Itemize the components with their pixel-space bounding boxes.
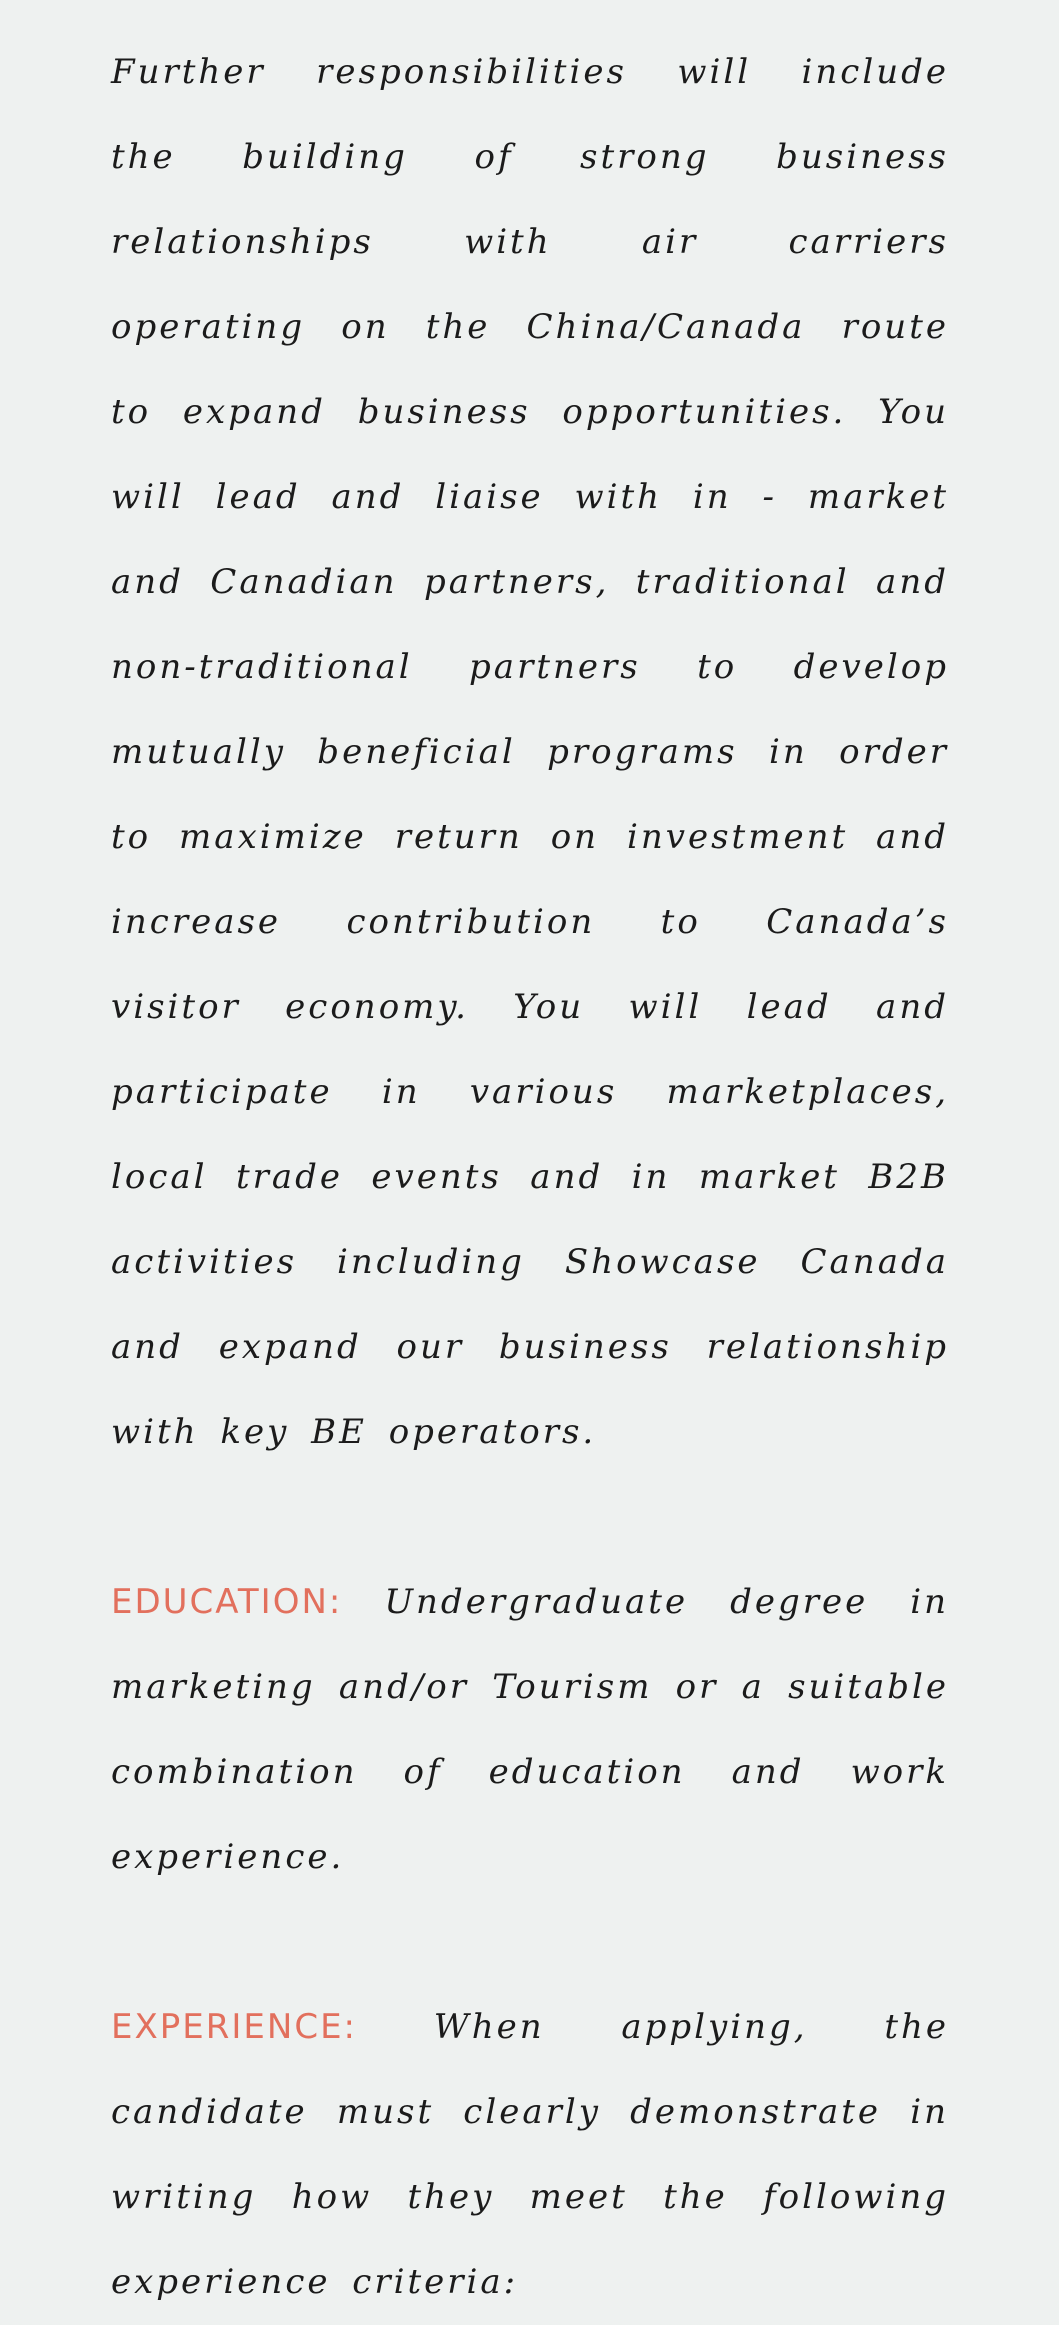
experience-label: EXPERIENCE: — [111, 2007, 358, 2047]
education-label: EDUCATION: — [111, 1582, 343, 1622]
document-body — [111, 30, 949, 2325]
experience-paragraph — [111, 1985, 949, 2325]
responsibilities-text: Further responsibilities will include the building of strong business relationships with air carriers operating on the China/Canada route to expand business opportunities. You will lead and liaise with in - market and Canadian partners, traditional and non-traditional partners to develop mutually beneficial programs in order to maximize return on investment and increase contribution to Canada’s visitor economy. You will lead and participate in various marketplaces, local trade events and in market B2B activities including Showcase Canada and expand our business relationship with key BE operators. — [111, 52, 949, 1452]
responsibilities-paragraph — [111, 30, 949, 1475]
experience-text: When applying, the candidate must clearly demonstrate in writing how they meet the following experience criteria: — [111, 2007, 950, 2302]
education-text: Undergraduate degree in marketing and/or Tourism or a suitable combination of education and work experience. — [111, 1582, 949, 1877]
education-paragraph — [111, 1560, 949, 1900]
section-spacer — [111, 1475, 949, 1560]
section-spacer — [111, 1900, 949, 1985]
